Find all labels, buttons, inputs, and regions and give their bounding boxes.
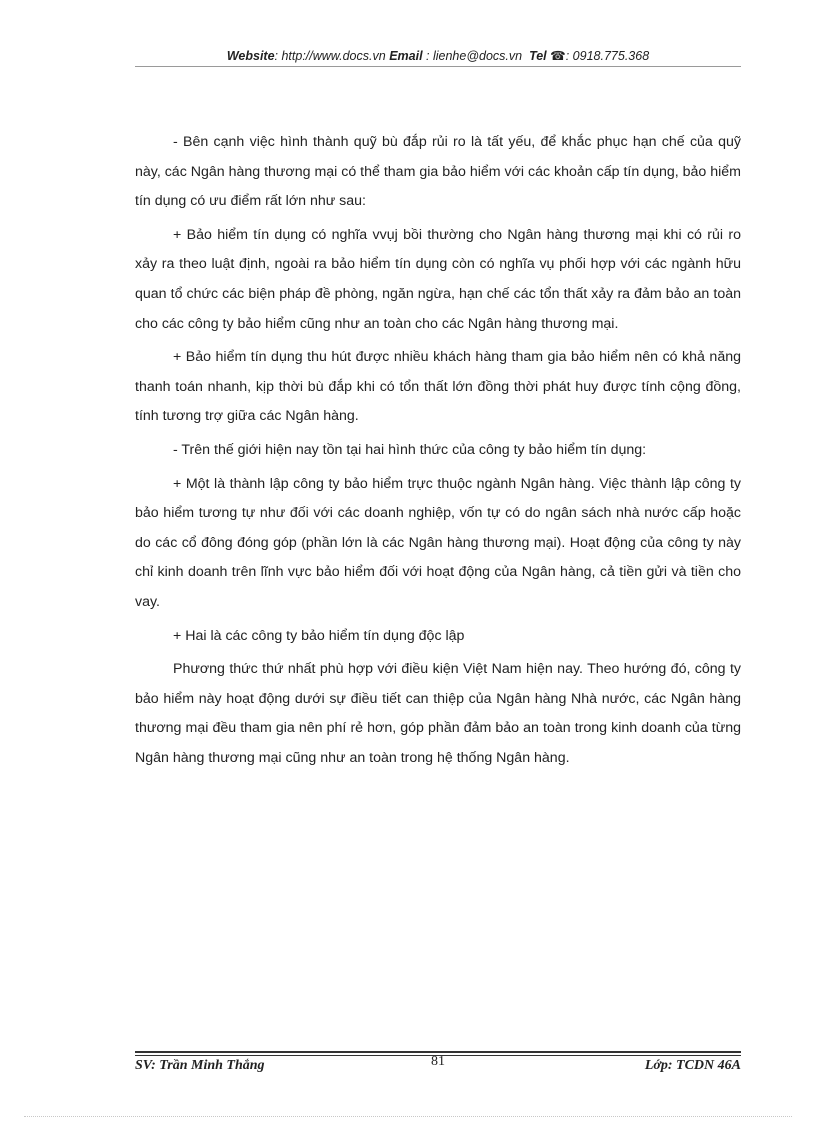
tel-value: : 0918.775.368 xyxy=(565,49,650,63)
student-name: SV: Trần Minh Thắng xyxy=(135,1058,265,1073)
header-rule xyxy=(135,66,741,67)
page-footer xyxy=(135,1056,741,1078)
telephone-icon: ☎ xyxy=(550,49,566,63)
email-label: Email xyxy=(389,49,423,63)
tel-label: Tel xyxy=(529,49,547,63)
website-value: : http://www.docs.vn xyxy=(274,49,386,63)
footer-rule xyxy=(135,1051,741,1053)
paragraph: + Bảo hiểm tín dụng thu hút được nhiều khách hàng tham gia bảo hiểm nên có khả năng thanh toán nhanh, kịp thời bù đắp khi có tổn thất lớn đồng thời phát huy được tính cộng đồng, tính tương trợ giữa các Ngân hàng. xyxy=(135,349,741,425)
website-label: Website xyxy=(226,49,275,63)
class-name: Lớp: TCDN 46A xyxy=(644,1058,741,1073)
paragraph: Phương thức thứ nhất phù hợp với điều kiện Việt Nam hiện nay. Theo hướng đó, công ty bảo hiểm này hoạt động dưới sự điều tiết can thiệp của Ngân hàng Nhà nước, các Ngân hàng thương mại đều tham gia nên phí rẻ hơn, góp phần đảm bảo an toàn trong kinh doanh của từng Ngân hàng thương mại cũng như an toàn trong hệ thống Ngân hàng. xyxy=(135,661,741,766)
paragraph: + Bảo hiểm tín dụng có nghĩa vvụj bồi thường cho Ngân hàng thương mại khi có rủi ro xảy ra theo luật định, ngoài ra bảo hiểm tín dụng còn có nghĩa vụ phối hợp với các ngành hữu quan tổ chức các biện pháp đề phòng, ngăn ngừa, hạn chế các tổn thất xảy ra đảm bảo an toàn cho các công ty bảo hiểm cũng như an toàn cho các Ngân hàng thương mại. xyxy=(135,226,741,332)
email-value: : lienhe@docs.vn xyxy=(422,49,523,63)
paragraph: + Hai là các công ty bảo hiểm tín dụng độc lập xyxy=(173,627,465,644)
page-edge xyxy=(24,1116,792,1117)
page-header xyxy=(135,48,741,63)
paragraph: - Trên thế giới hiện nay tồn tại hai hình thức của công ty bảo hiểm tín dụng: xyxy=(173,441,647,458)
paragraph: + Một là thành lập công ty bảo hiểm trực thuộc ngành Ngân hàng. Việc thành lập công ty bảo hiểm tương tự như đối với các doanh nghiệp, vốn tự có do ngân sách nhà nước cấp hoặc do các cổ đông đóng góp (phần lớn là các Ngân hàng thương mại). Hoạt động của công ty này chỉ kinh doanh trên lĩnh vực bảo hiểm đối với hoạt động của Ngân hàng, cả tiền gửi và tiền cho vay. xyxy=(135,475,741,610)
page-number: 81 xyxy=(431,1054,445,1069)
document-body xyxy=(135,128,741,777)
paragraph: - Bên cạnh việc hình thành quỹ bù đắp rủi ro là tất yếu, để khắc phục hạn chế của quỹ này, các Ngân hàng thương mại có thể tham gia bảo hiểm với các khoản cấp tín dụng, bảo hiểm tín dụng có ưu điểm rất lớn như sau: xyxy=(135,134,741,210)
